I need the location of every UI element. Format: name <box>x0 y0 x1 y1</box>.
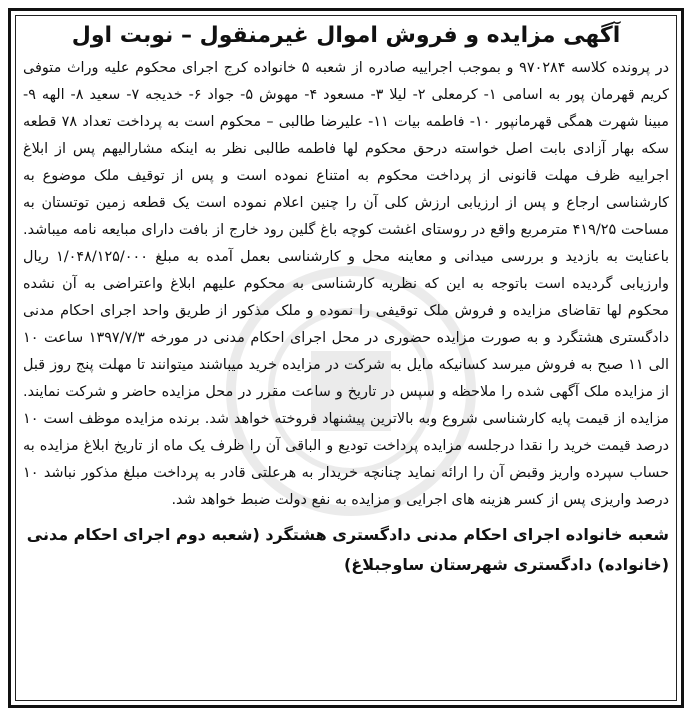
notice-body: در پرونده کلاسه ۹۷۰۲۸۴ و بموجب اجراییه صادره از شعبه ۵ خانواده کرج اجرای محکوم علیه وراث متوفی کریم قهرمان پور به اسامی ۱- کرمعلی ۲- لیلا ۳- مسعود ۴- مهوش ۵- جواد ۶- خدیجه ۷- سعید ۸- الهه ۹- مبینا شهرت همگی قهرمانپور ۱۰- فاطمه بیات ۱۱- علیرضا طالبی – محکوم است به پرداخت تعداد ۷۸ قطعه سکه بهار آزادی بابت اصل خواسته درحق محکوم لها فاطمه طالبی نظر به اینکه مشارالیهم پس از ابلاغ اجراییه ظرف مهلت قانونی از پرداخت محکوم به امتناع نموده است و پس از توقیف ملک موضوع به کارشناسی ارجاع و پس از ارزیابی ارزش کلی آن را چنین اعلام نموده است یک قطعه زمین توتستان به مساحت ۴۱۹/۲۵ مترمربع واقع در روستای اغشت کوچه باغ گلین رود خارج از بافت دارای مبایعه نامه میباشد. باعنایت به بازدید و بررسی میدانی و معاینه محل و کارشناسی بعمل آمده به مبلغ ۱/۰۴۸/۱۲۵/۰۰۰ ریال وارزیابی گردیده است باتوجه به این که نظریه کارشناسی به محکوم علیهم ابلاغ واعتراضی به آن نشده محکوم لها تقاضای مزایده و فروش ملک توقیفی را نموده و ملک مذکور از طریق واحد اجرای احکام مدنی دادگستری هشتگرد و به صورت مزایده حضوری در محل اجرای احکام مدنی در مورخه ۱۳۹۷/۷/۳ ساعت ۱۰ الی ۱۱ صبح به فروش میرسد کسانیکه مایل به شرکت در مزایده خرید میباشند میتوانند تا مهلت پنج روز قبل از مزایده ملک آگهی شده را ملاحظه و سپس در تاریخ و ساعت مقرر در محل مزایده حاضر و شرکت نمایند. مزایده از قیمت پایه کارشناسی شروع وبه بالاترین پیشنهاد فروخته خواهد شد. برنده مزایده موظف است ۱۰ درصد قیمت خرید را نقدا درجلسه مزایده پرداخت تودیع و الباقی آن را ظرف یک ماه از تاریخ ابلاغ مزایده به حساب سپرده واریز وقبض آن را ارائه نماید چنانچه خریدار به هرعلتی قادر به پرداخت مبلغ مذکور نباشد ۱۰ درصد واریزی پس از کسر هزینه های اجرایی و مزایده به نفع دولت ضبط خواهد شد. <box>23 60 670 508</box>
notice-content <box>23 19 669 697</box>
notice-title: آگهی مزایده و فروش اموال غیرمنقول – نوبت اول <box>71 23 621 48</box>
notice-frame <box>8 8 684 708</box>
notice-footer: شعبه خانواده اجرای احکام مدنی دادگستری هشتگرد (شعبه دوم اجرای احکام مدنی (خانواده) دادگستری شهرستان ساوجبلاغ) <box>26 525 669 574</box>
